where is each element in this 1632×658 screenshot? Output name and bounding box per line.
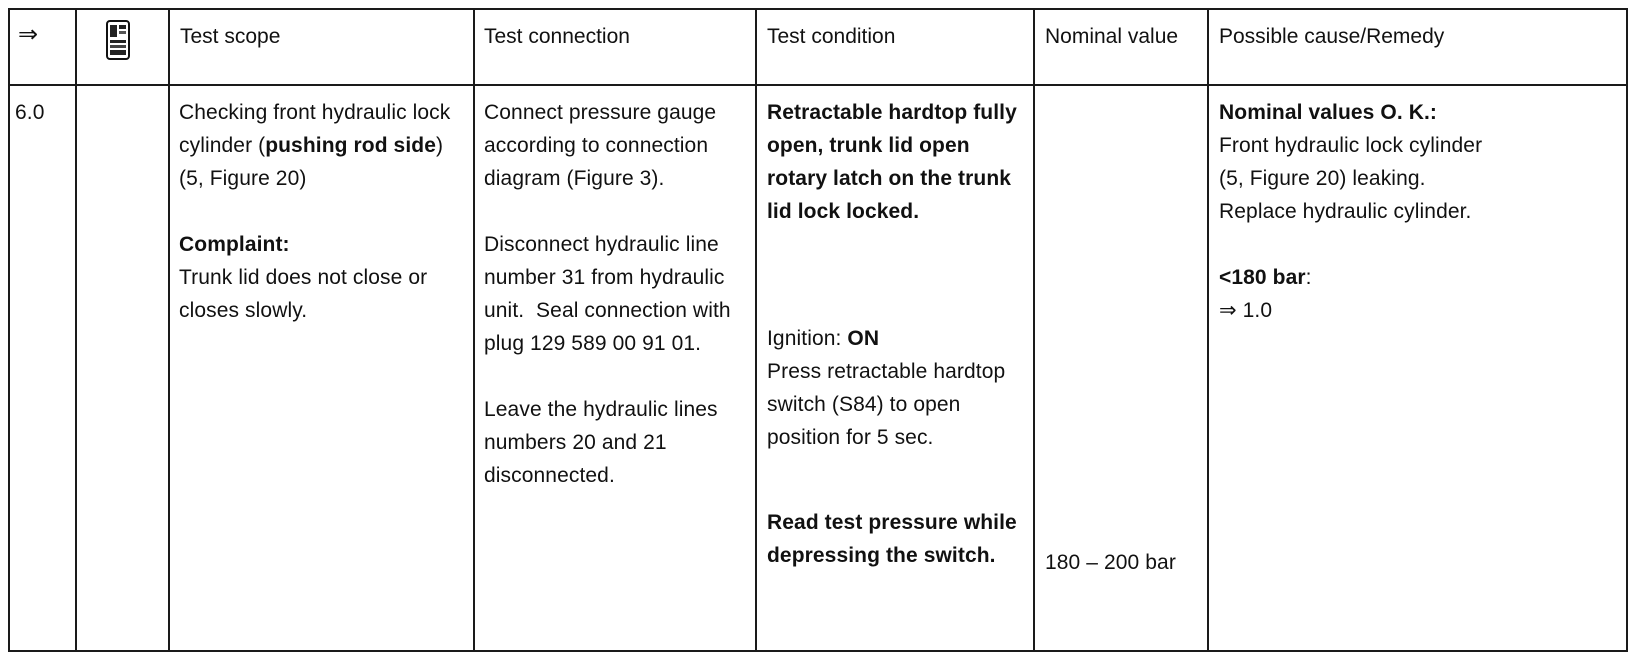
header-nominal-value: Nominal value [1045,25,1179,48]
scope-line [179,129,450,162]
header-divider [8,84,1628,86]
tester-device-icon [106,20,130,60]
low-pressure-line [1219,261,1482,294]
scope-line: Checking front hydraulic lock [179,101,451,124]
remedy-line: (5, Figure 20) leaking. [1219,167,1426,190]
condition-line: open, trunk lid open [767,134,970,157]
connection-line: diagram (Figure 3). [484,167,665,190]
ok-label: Nominal values O. K.: [1219,101,1437,124]
condition-line: Retractable hardtop fully [767,101,1017,124]
ignition-line [767,322,1005,355]
ignition-label: Ignition: [767,327,848,350]
column-divider [473,8,475,652]
condition-prerequisite [767,96,1017,228]
cross-reference: ⇒ 1.0 [1219,299,1273,322]
low-pressure-colon: : [1305,266,1312,289]
condition-line: switch (S84) to open [767,393,961,416]
condition-read-pressure [767,506,1017,572]
column-divider [755,8,757,652]
test-connection-cell [484,96,731,492]
possible-cause-cell [1219,96,1482,327]
header-arrow: ⇒ [18,21,39,48]
column-divider [168,8,170,652]
column-divider [1207,8,1209,652]
condition-line: position for 5 sec. [767,426,934,449]
condition-line: rotary latch on the trunk [767,167,1012,190]
connection-line: disconnected. [484,464,615,487]
condition-ignition [767,322,1005,454]
step-number: 6.0 [15,101,45,124]
condition-line: Press retractable hardtop [767,360,1006,383]
scope-line: (5, Figure 20) [179,167,307,190]
complaint-label: Complaint: [179,233,290,256]
test-scope-cell [179,96,450,327]
scope-text: ) [435,134,444,157]
connection-line: numbers 20 and 21 [484,431,667,454]
connection-line: plug 129 589 00 91 01. [484,332,702,355]
connection-line: unit. Seal connection with [484,299,731,322]
condition-line: lid lock locked. [767,200,920,223]
condition-line: Read test pressure while [767,511,1017,534]
scope-text: cylinder ( [179,134,266,157]
header-possible-cause: Possible cause/Remedy [1219,25,1445,48]
column-divider [75,8,77,652]
header-test-condition: Test condition [767,25,896,48]
condition-line: depressing the switch. [767,544,996,567]
low-pressure-label: <180 bar [1219,266,1306,289]
connection-line: Disconnect hydraulic line [484,233,719,256]
ignition-value: ON [847,327,880,350]
nominal-value: 180 – 200 bar [1045,551,1176,574]
scope-bold-text: pushing rod side [265,134,436,157]
complaint-line: closes slowly. [179,299,308,322]
remedy-line: Replace hydraulic cylinder. [1219,200,1472,223]
header-test-connection: Test connection [484,25,630,48]
connection-line: Leave the hydraulic lines [484,398,718,421]
connection-line: Connect pressure gauge [484,101,717,124]
complaint-line: Trunk lid does not close or [179,266,428,289]
connection-line: number 31 from hydraulic [484,266,725,289]
connection-line: according to connection [484,134,709,157]
remedy-line: Front hydraulic lock cylinder [1219,134,1483,157]
column-divider [1033,8,1035,652]
header-test-scope: Test scope [180,25,281,48]
